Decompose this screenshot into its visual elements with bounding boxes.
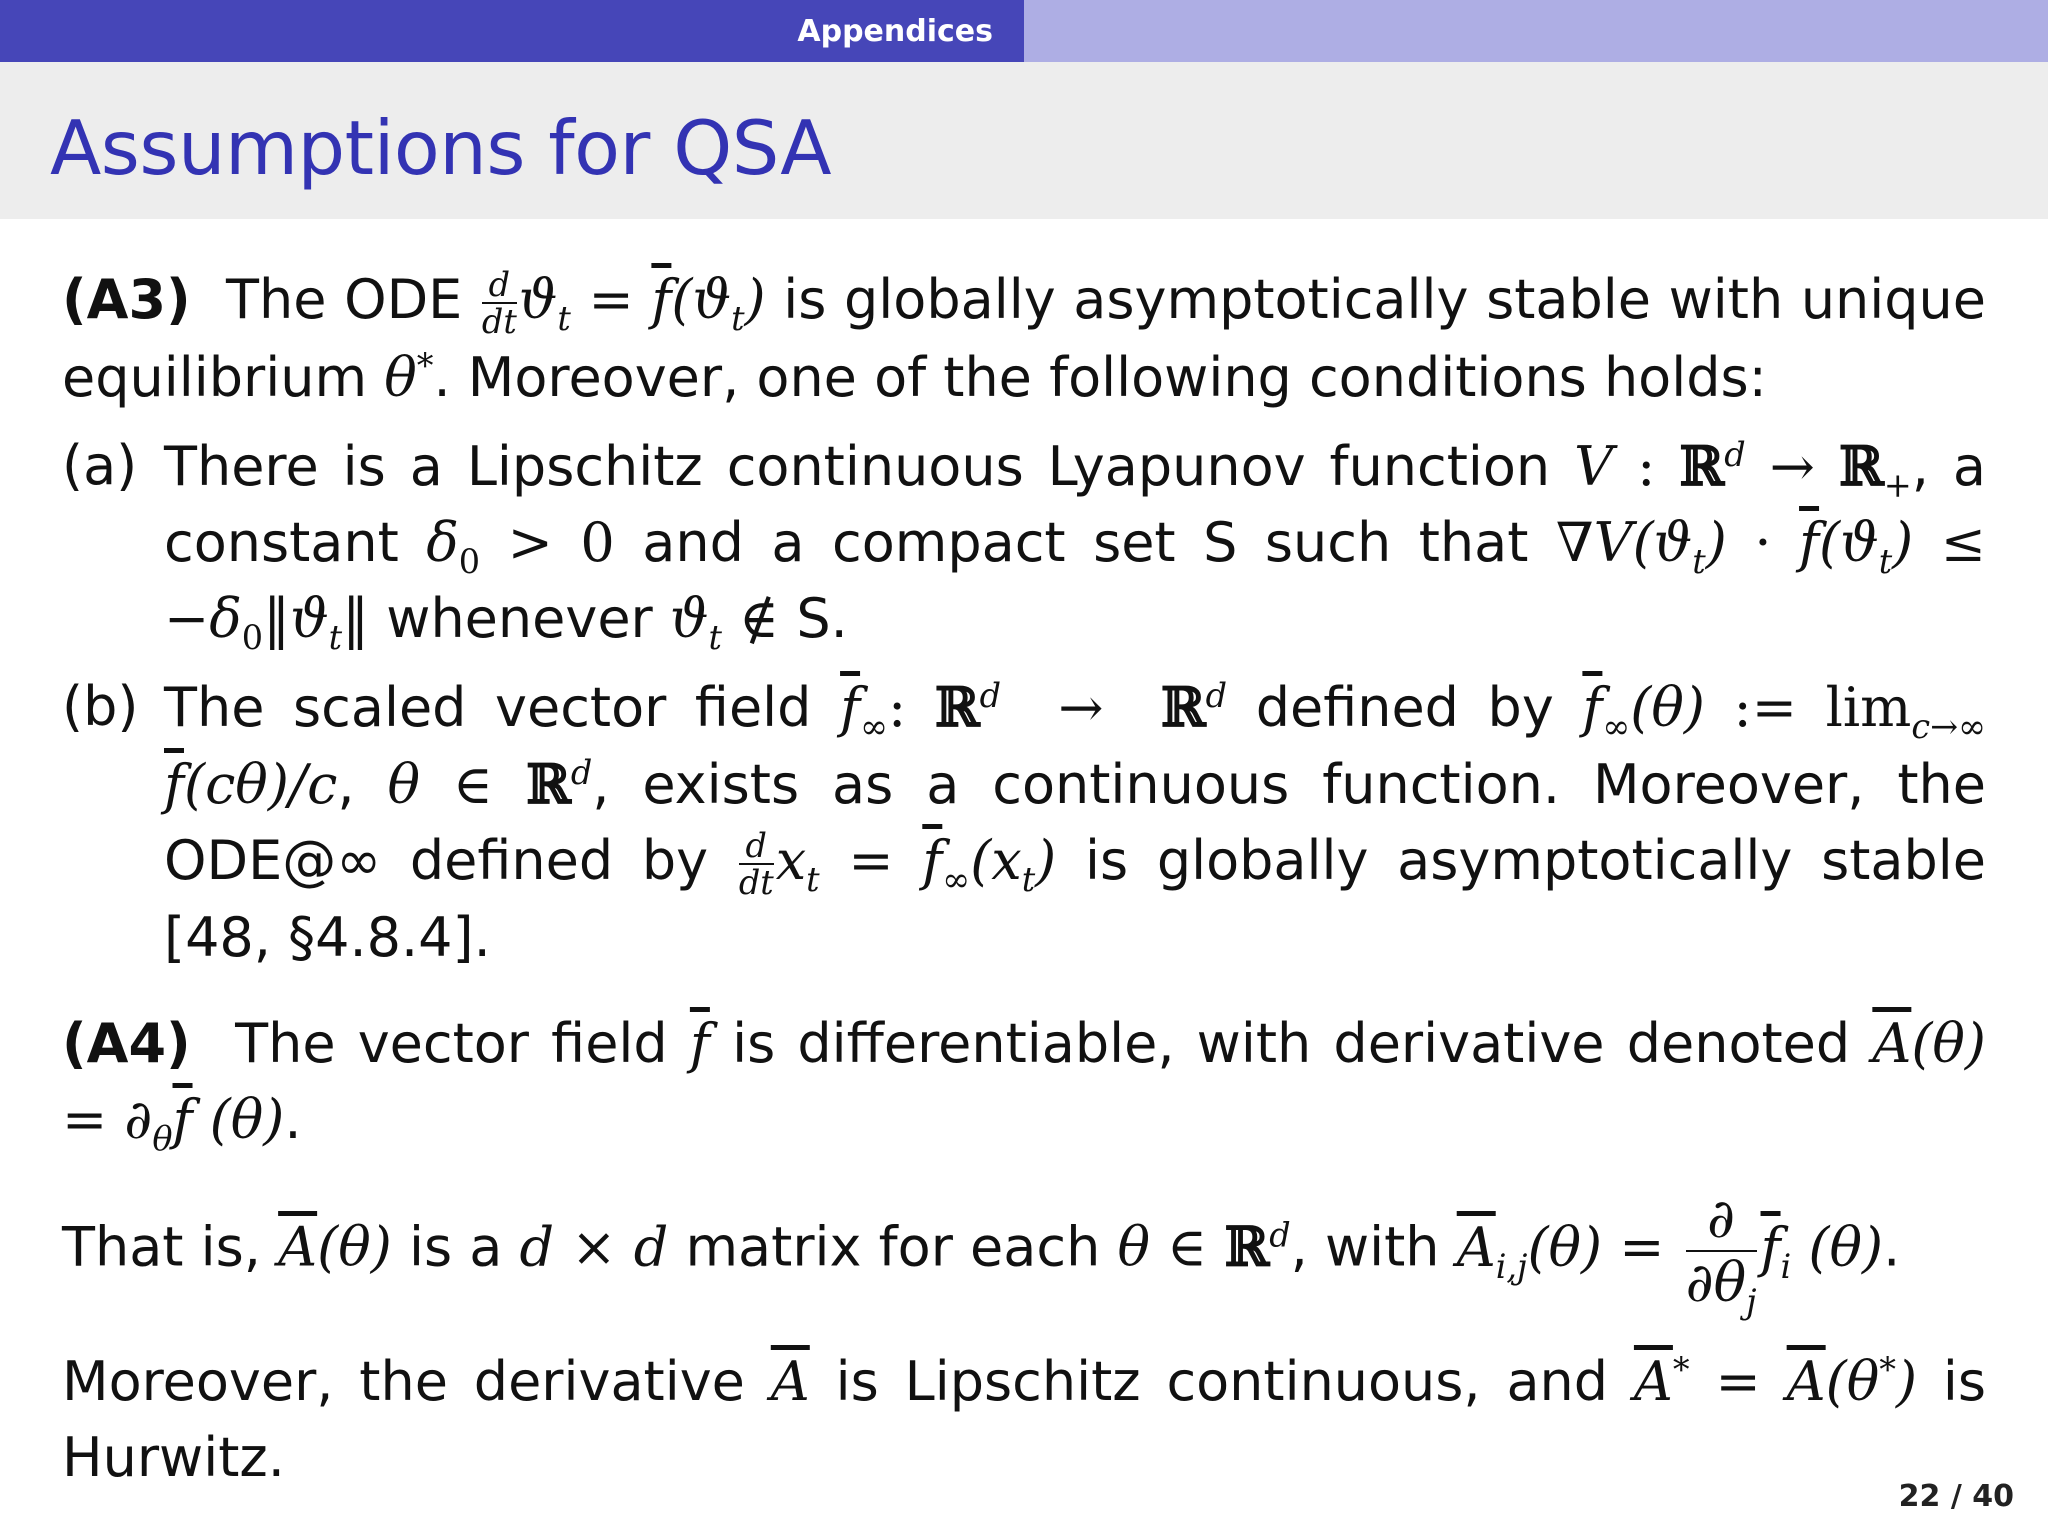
a3-text-1: The ODE: [226, 268, 463, 331]
a4-hurwitz-condition: Moreover, the derivative $\overline{A}$ is Lipschitz continuous, and $\overline{A}^* = \overline{A}(\theta^*)$ is Hurwitz.: [62, 1350, 1987, 1490]
partial-fraction: ∂ $\partial\theta_j$: [1685, 1187, 1757, 1321]
a4-para2-text-1: That is,: [62, 1215, 261, 1279]
slide-content: [62, 262, 1986, 1496]
derivative-fraction-2: $\frac{d}{dt}$: [738, 825, 774, 902]
a4-para3-text-2: is Lipschitz continuous, and: [835, 1350, 1609, 1414]
a3-label: (A3): [62, 268, 191, 331]
a3-text-3: . Moreover, one of the following conditions holds:: [433, 345, 1767, 409]
a4-para2-text-3: matrix for each: [685, 1215, 1101, 1279]
section-tab-appendices[interactable]: [0, 0, 1024, 62]
slide-title: Assumptions for QSA: [50, 104, 832, 192]
condition-b-label: (b): [62, 674, 139, 738]
assumption-a4: (A4) The vector field $\overline{f}$ is differentiable, with derivative denoted $\overline{A}(\theta) = \partial_\theta\overline{f}$ (θ).: [62, 1012, 1986, 1158]
a4-text-2: is differentiable, with derivative denoted: [732, 1012, 1851, 1076]
title-bar: [0, 62, 2048, 219]
condition-a-text-3: and a compact set S such that: [642, 510, 1529, 574]
condition-a-label: (a): [62, 433, 138, 497]
condition-b-text-4: is globally asymptotically stable [48, §4.8.4].: [164, 828, 1986, 970]
a4-label: (A4): [62, 1012, 191, 1076]
a3-text-2: is globally asymptotically stable with unique equilibrium: [62, 268, 1987, 409]
derivative-fraction: $\frac{d}{dt}$: [481, 265, 517, 342]
condition-b: (b) The scaled vector field $\overline{f}_\infty$: ℝ$^d$ → ℝ$^d$ defined by $\overline{f}_\infty(\theta)$ := $\lim_{c\to\infty} \overline{f}(c\theta)/c$, θ ∈ ℝ$^d$, exists as a continuous function. Moreover, the ODE@∞ defined by $\frac{d}{dt}$ $x_t = \overline{f}_\infty(x_t)$ is globally asymptotically stable [48, §4.8.4].: [62, 669, 1986, 977]
top-navigation-bar: [0, 0, 2048, 62]
a3-conditions: [62, 428, 1986, 977]
a4-para2-text-4: , with: [1290, 1215, 1440, 1279]
condition-a-text-2: , a constant: [164, 434, 1987, 574]
a4-text-1: The vector field: [235, 1012, 668, 1076]
a4-para3-text-1: Moreover, the derivative: [62, 1350, 745, 1414]
condition-a-text-4: whenever: [386, 586, 653, 650]
condition-a-text-5: S.: [796, 586, 848, 650]
condition-a: (a) There is a Lipschitz continuous Lyapunov function V : ℝ$^d$ → ℝ$_+$, a constant $\delta_0 > 0$ and a compact set S such that $\nabla V(ϑ_t) \cdot \overline{f}(ϑ_t)$ ≤ $-\delta_0‖ϑ_t‖$ whenever $ϑ_t$ ∉ S.: [62, 428, 1986, 657]
a4-para2-text-2: is a: [408, 1215, 503, 1279]
section-label: Appendices: [797, 13, 993, 49]
a4-matrix-definition: That is, $\overline{A}(\theta)$ is a d × d matrix for each θ ∈ ℝ$^d$, with $\overline{A}_{i,j}(\theta)$ = ∂ $\partial\theta_j$ $\overline{f}_i$ (θ).: [62, 1187, 1901, 1321]
page-number: 22 / 40: [1898, 1479, 2014, 1514]
assumption-a3: (A3) The ODE $\frac{d}{dt}$ $ϑ_t = \overline{f}(ϑ_t)$ is globally asymptotically stable with unique equilibrium θ*. Moreover, one of the following conditions holds:: [62, 265, 1987, 409]
condition-b-text-2: defined by: [1255, 675, 1554, 739]
a4-para3-text-3: is Hurwitz.: [62, 1350, 1987, 1490]
condition-b-text-3: , exists as a continuous function. Moreover, the ODE@∞ defined by: [164, 752, 1987, 892]
condition-a-text-1: There is a Lipschitz continuous Lyapunov function: [164, 434, 1551, 498]
condition-b-text-1: The scaled vector field: [164, 675, 812, 739]
